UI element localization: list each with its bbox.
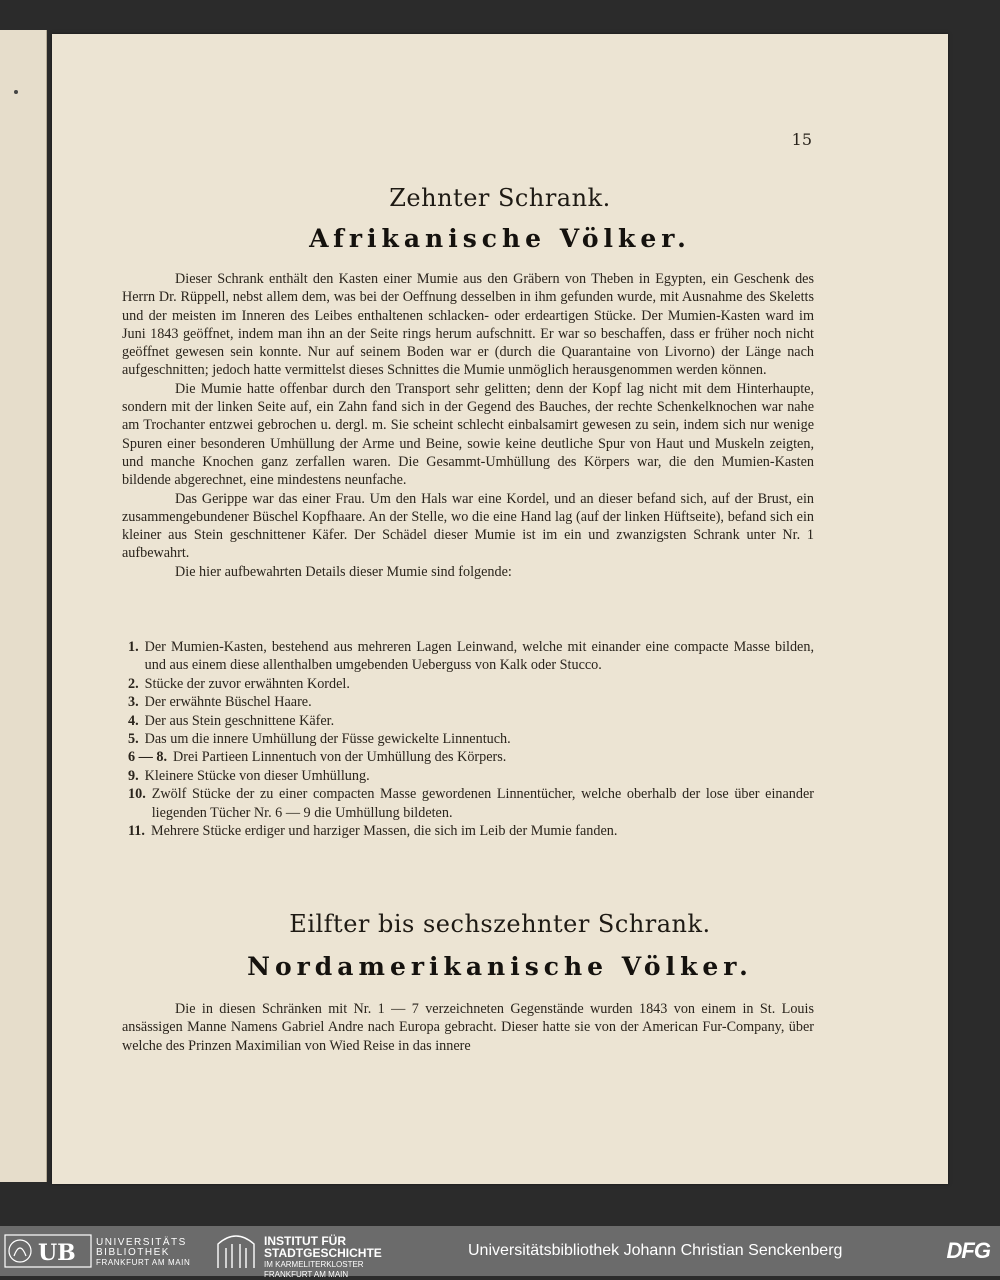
svg-text:UB: UB [38, 1240, 76, 1266]
dfg-logo[interactable]: DFG [946, 1238, 990, 1263]
paragraph: Die hier aufbewahrten Details dieser Mumie sind folgende: [175, 563, 512, 580]
section2-body [122, 1000, 814, 1055]
ub-name: UNIVERSITÄTS BIBLIOTHEK FRANKFURT AM MAIN [96, 1237, 191, 1267]
list-item: 2. Stücke der zuvor erwähnten Kordel. [128, 675, 350, 692]
detail-list [128, 638, 814, 840]
paragraph: Die in diesen Schränken mit Nr. 1 — 7 verzeichneten Gegenstände wurden 1843 von einem in St. Louis ansässigen Manne Namens Gabriel Andre nach Europa gebracht. Dieser hatte sie von der American Fur-Company, über welche des Prinzen Maximilian von Wied Reise in das innere [122, 1001, 814, 1054]
list-item: 1. Der Mumien-Kasten, bestehend aus mehreren Lagen Leinwand, welche mit einander eine compacte Masse bilden, und aus einem diese allenthalben umgebenden Ueberguss von Kalk oder Stucco. [128, 639, 814, 674]
library-title: Universitätsbibliothek Johann Christian Senckenberg [468, 1242, 843, 1259]
ub-logo-icon[interactable] [4, 1234, 92, 1268]
list-item: 5. Das um die innere Umhüllung der Füsse gewickelte Linnentuch. [128, 731, 511, 748]
document-page [52, 34, 948, 1184]
left-page-edge [0, 30, 47, 1182]
section-subheading-1: Afrikanische Völker. [309, 224, 691, 253]
page-mark [14, 90, 18, 94]
paragraph: Die Mumie hatte offenbar durch den Transport sehr gelitten; denn der Kopf lag nicht mit dem Hinterhaupte, sondern mit der linken Seite auf, ein Zahn fand sich in der Gegend des Bauches, der rechte Schenkelknochen war nahe am Trochanter entzwei gebrochen u. dergl. m. Sie scheint schlecht einbalsamirt gewesen zu sein, indem sich nur wenige Spuren einer besonderen Umhüllung der Arme und Beine, sowie keine deutliche Spur von Haut und Muskeln zeigten, und manche Knochen ganz zerfallen waren. Die Gesammt-Umhüllung des Körpers war, die den Mumien-Kasten bildende abgerechnet, eine mindestens neunfache. [122, 380, 814, 489]
list-item: 4. Der aus Stein geschnittene Käfer. [128, 712, 335, 729]
paragraph: Das Gerippe war das einer Frau. Um den Hals war eine Kordel, und an dieser befand sich, auf der Brust, ein zusammengebundener Büschel Kopfhaare. An der Stelle, wo die eine Hand lag (auf der linken Hüftseite), befand sich ein kleiner aus Stein geschnittener Käfer. Der Schädel dieser Mumie ist im ein und zwanzigsten Schrank unter Nr. 1 aufbewahrt. [122, 490, 814, 562]
paragraph: Dieser Schrank enthält den Kasten einer Mumie aus den Gräbern von Theben in Egypten, ein Geschenk des Herrn Dr. Rüppell, nebst allem dem, was bei der Oeffnung desselben in ihm gefunden wurde, mit Ausnahme des Skeletts und der meisten im Inneren des Leibes enthaltenen schlacken- oder erdeartigen Stücke. Der Mumien-Kasten ward im Juni 1843 geöffnet, indem man ihn an der Seite rings herum aufschnitt. Er war so beschaffen, dass er früher noch nicht geöffnet gewesen sein konnte. Nur auf seinem Boden war er (durch die Quarantaine von Livorno) der Länge nach aufgeschnitten; jedoch hatte vermittelst dieses Schnittes die Mumie unmöglich herausgenommen werden können. [122, 271, 814, 379]
footer-bar [0, 1226, 1000, 1279]
institute-name: INSTITUT FÜR STADTGESCHICHTE IM KARMELITERKLOSTER FRANKFURT AM MAIN [264, 1234, 382, 1279]
list-item: 9. Kleinere Stücke von dieser Umhüllung. [128, 767, 370, 784]
list-item: 11. Mehrere Stücke erdiger und harziger Massen, die sich im Leib der Mumie fanden. [128, 823, 618, 840]
list-item: 10. Zwölf Stücke der zu einer compacten Masse gewordenen Linnentücher, welche oberhalb der lose über einander liegenden Tücher Nr. 6 — 9 die Umhüllung bildeten. [128, 786, 814, 821]
section1-body [122, 270, 814, 581]
section-heading-2: Eilfter bis sechszehnter Schrank. [289, 910, 711, 938]
page-number: 15 [791, 130, 812, 149]
list-item: 6 — 8. Drei Partieen Linnentuch von der Umhüllung des Körpers. [128, 749, 507, 766]
section-heading-1: Zehnter Schrank. [389, 184, 611, 212]
institute-logo-icon[interactable] [214, 1234, 258, 1270]
section-subheading-2: Nordamerikanische Völker. [247, 952, 753, 981]
list-item: 3. Der erwähnte Büschel Haare. [128, 694, 312, 711]
